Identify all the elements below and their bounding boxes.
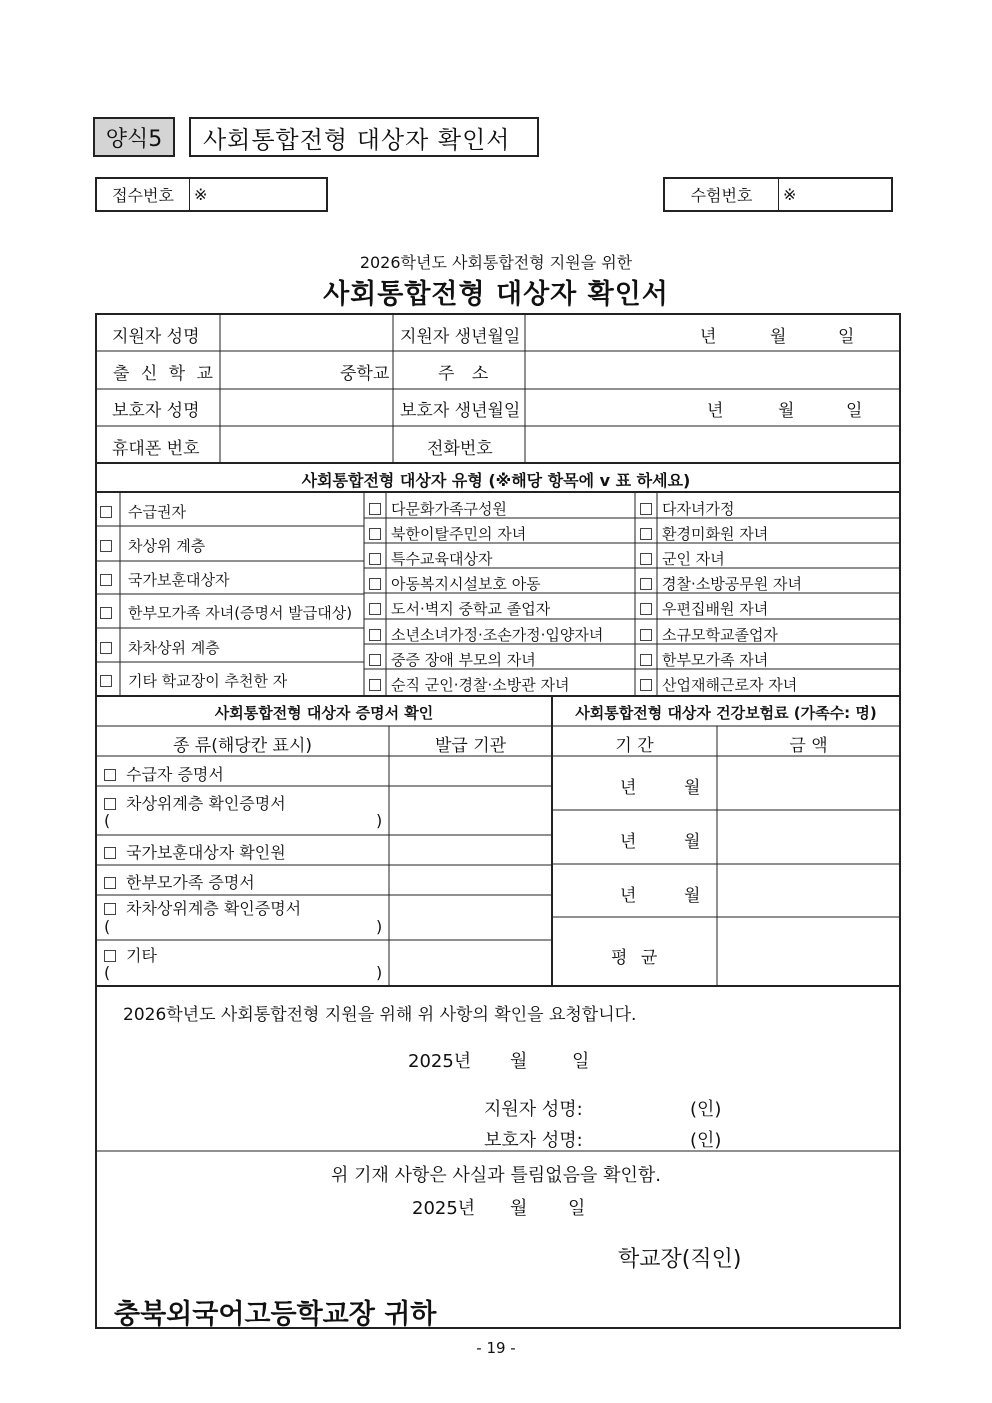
period-average: 평 균 [611, 948, 662, 968]
certificate-header: 사회통합전형 대상자 증명서 확인 [214, 704, 434, 722]
document-title: 사회통합전형 대상자 확인서 [323, 279, 669, 310]
exam-number-label: 수험번호 [665, 179, 779, 210]
type-option[interactable] [369, 649, 536, 670]
checkbox-icon[interactable] [369, 654, 381, 666]
checkbox-icon[interactable] [640, 578, 652, 590]
type-option[interactable] [640, 573, 802, 594]
type-option[interactable] [369, 523, 526, 544]
period-month: 월 [684, 886, 701, 906]
checkbox-icon[interactable] [640, 629, 652, 641]
type-label: 우편집배원 자녀 [662, 600, 769, 618]
type-label: 한부모가족 자녀 [662, 651, 769, 669]
paren-close: ) [376, 917, 383, 936]
paren-close: ) [376, 963, 383, 982]
checkbox-icon[interactable] [100, 574, 112, 586]
type-option[interactable] [369, 674, 569, 695]
confirm-month: 월 [510, 1198, 528, 1219]
request-text: 2026학년도 사회통합전형 지원을 위해 위 사항의 확인을 요청합니다. [123, 1005, 637, 1025]
school-label: 출 신 학 교 [113, 364, 216, 384]
type-option[interactable] [369, 548, 492, 569]
period-year: 년 [620, 778, 637, 798]
guardian-birth-month: 월 [778, 401, 795, 421]
period-year: 년 [620, 886, 637, 906]
checkbox-icon[interactable] [104, 769, 116, 781]
request-month: 월 [510, 1051, 528, 1072]
type-label: 다자녀가정 [662, 500, 735, 518]
applicant-birth-day: 일 [838, 327, 855, 347]
cert-option[interactable] [104, 870, 255, 893]
type-label: 순직 군인·경찰·소방관 자녀 [391, 676, 570, 694]
checkbox-icon[interactable] [100, 506, 112, 518]
confirm-text: 위 기재 사항은 사실과 틀림없음을 확인함. [331, 1165, 661, 1186]
mobile-label: 휴대폰 번호 [112, 439, 200, 459]
checkbox-icon[interactable] [369, 629, 381, 641]
checkbox-icon[interactable] [640, 528, 652, 540]
type-option[interactable] [100, 637, 220, 658]
checkbox-icon[interactable] [104, 950, 116, 962]
type-label: 산업재해근로자 자녀 [662, 676, 798, 694]
type-option[interactable] [100, 670, 287, 691]
confirm-year: 2025년 [412, 1198, 476, 1219]
type-option[interactable] [100, 501, 186, 522]
type-label: 중증 장애 부모의 자녀 [391, 651, 536, 669]
type-label: 환경미화원 자녀 [662, 525, 769, 543]
type-option[interactable] [369, 624, 603, 645]
request-year: 2025년 [408, 1051, 472, 1072]
paren-open: ( [104, 917, 111, 936]
type-label: 한부모가족 자녀(증명서 발급대상) [128, 604, 353, 622]
checkbox-icon[interactable] [369, 503, 381, 515]
checkbox-icon[interactable] [104, 903, 116, 915]
type-label: 특수교육대상자 [391, 550, 493, 568]
cert-option[interactable] [104, 943, 157, 966]
type-label: 북한이탈주민의 자녀 [391, 525, 527, 543]
applicant-birth-year: 년 [700, 327, 717, 347]
type-label: 소년소녀가정·조손가정·입양자녀 [391, 626, 604, 644]
guardian-birth-label: 보호자 생년월일 [400, 401, 521, 421]
guardian-sign-label: 보호자 성명: [484, 1130, 583, 1151]
type-label: 아동복지시설보호 아동 [391, 575, 541, 593]
insurance-amount-label: 금 액 [789, 736, 828, 756]
type-label: 기타 학교장이 추천한 자 [128, 672, 288, 690]
type-label: 차차상위 계층 [128, 639, 220, 657]
applicant-seal: (인) [690, 1099, 722, 1120]
type-label: 군인 자녀 [662, 550, 725, 568]
form-tag: 양식5 [93, 117, 175, 157]
exam-number-field[interactable]: ※ [783, 185, 797, 204]
guardian-name-label: 보호자 성명 [112, 401, 200, 421]
checkbox-icon[interactable] [100, 642, 112, 654]
principal-seal: 학교장(직인) [618, 1247, 742, 1272]
type-option[interactable] [640, 548, 725, 569]
checkbox-icon[interactable] [369, 553, 381, 565]
checkbox-icon[interactable] [640, 679, 652, 691]
checkbox-icon[interactable] [100, 675, 112, 687]
address-label: 주 소 [438, 364, 495, 384]
cert-option[interactable] [104, 896, 301, 919]
applicant-birth-label: 지원자 생년월일 [400, 327, 521, 347]
form-title: 사회통합전형 대상자 확인서 [189, 117, 539, 157]
type-label: 소규모학교졸업자 [662, 626, 778, 644]
applicant-sign-label: 지원자 성명: [484, 1099, 583, 1120]
checkbox-icon[interactable] [104, 847, 116, 859]
type-label: 국가보훈대상자 [128, 571, 230, 589]
page-number: - 19 - [476, 1339, 516, 1357]
applicant-birth-month: 월 [770, 327, 787, 347]
phone-label: 전화번호 [427, 439, 493, 459]
type-label: 다문화가족구성원 [391, 500, 507, 518]
type-label: 차상위 계층 [128, 537, 206, 555]
insurance-header: 사회통합전형 대상자 건강보험료 (가족수: 명) [575, 704, 877, 722]
confirm-day: 일 [568, 1198, 586, 1219]
types-header: 사회통합전형 대상자 유형 (※해당 항목에 v 표 하세요) [301, 471, 691, 490]
paren-open: ( [104, 963, 111, 982]
applicant-name-label: 지원자 성명 [112, 327, 200, 347]
document-subtitle: 2026학년도 사회통합전형 지원을 위한 [359, 253, 633, 272]
checkbox-icon[interactable] [104, 877, 116, 889]
cert-label: 수급자 증명서 [126, 765, 224, 784]
type-option[interactable] [369, 573, 541, 594]
school-suffix: 중학교 [340, 364, 390, 384]
type-label: 경찰·소방공무원 자녀 [662, 575, 802, 593]
period-month: 월 [684, 832, 701, 852]
addressee: 충북외국어고등학교장 귀하 [114, 1299, 437, 1330]
checkbox-icon[interactable] [640, 503, 652, 515]
period-month: 월 [684, 778, 701, 798]
paren-close: ) [376, 811, 383, 830]
cert-label: 국가보훈대상자 확인원 [126, 843, 286, 862]
checkbox-icon[interactable] [640, 654, 652, 666]
type-option[interactable] [640, 674, 797, 695]
type-option[interactable] [100, 569, 229, 590]
cert-label: 한부모가족 증명서 [126, 873, 255, 892]
cert-label: 차상위계층 확인증명서 [126, 794, 286, 813]
type-label: 수급권자 [128, 503, 186, 521]
period-year: 년 [620, 832, 637, 852]
paren-open: ( [104, 811, 111, 830]
guardian-birth-day: 일 [846, 401, 863, 421]
receipt-number-field[interactable]: ※ [194, 185, 208, 204]
checkbox-icon[interactable] [640, 553, 652, 565]
type-option[interactable] [640, 624, 778, 645]
type-option[interactable] [640, 523, 768, 544]
type-option[interactable] [369, 498, 507, 519]
receipt-number-label: 접수번호 [97, 179, 190, 210]
checkbox-icon[interactable] [100, 540, 112, 552]
type-option[interactable] [640, 598, 768, 619]
request-day: 일 [572, 1051, 590, 1072]
checkbox-icon[interactable] [369, 603, 381, 615]
checkbox-icon[interactable] [369, 528, 381, 540]
cert-issuer-label: 발급 기관 [434, 736, 507, 756]
cert-label: 기타 [126, 946, 157, 965]
cert-kind-label: 종 류(해당칸 표시) [172, 736, 313, 756]
type-label: 도서·벽지 중학교 졸업자 [391, 600, 551, 618]
cert-option[interactable] [104, 762, 224, 785]
guardian-birth-year: 년 [707, 401, 724, 421]
type-option[interactable] [100, 602, 352, 623]
cert-label: 차차상위계층 확인증명서 [126, 899, 302, 918]
guardian-seal: (인) [690, 1130, 722, 1151]
checkbox-icon[interactable] [100, 607, 112, 619]
checkbox-icon[interactable] [640, 603, 652, 615]
cert-option[interactable] [104, 840, 286, 863]
cert-option[interactable] [104, 791, 286, 814]
type-option[interactable] [640, 649, 768, 670]
type-option[interactable] [100, 535, 205, 556]
checkbox-icon[interactable] [104, 798, 116, 810]
checkbox-icon[interactable] [369, 578, 381, 590]
type-option[interactable] [640, 498, 734, 519]
type-option[interactable] [369, 598, 550, 619]
insurance-period-label: 기 간 [615, 736, 654, 756]
checkbox-icon[interactable] [369, 679, 381, 691]
